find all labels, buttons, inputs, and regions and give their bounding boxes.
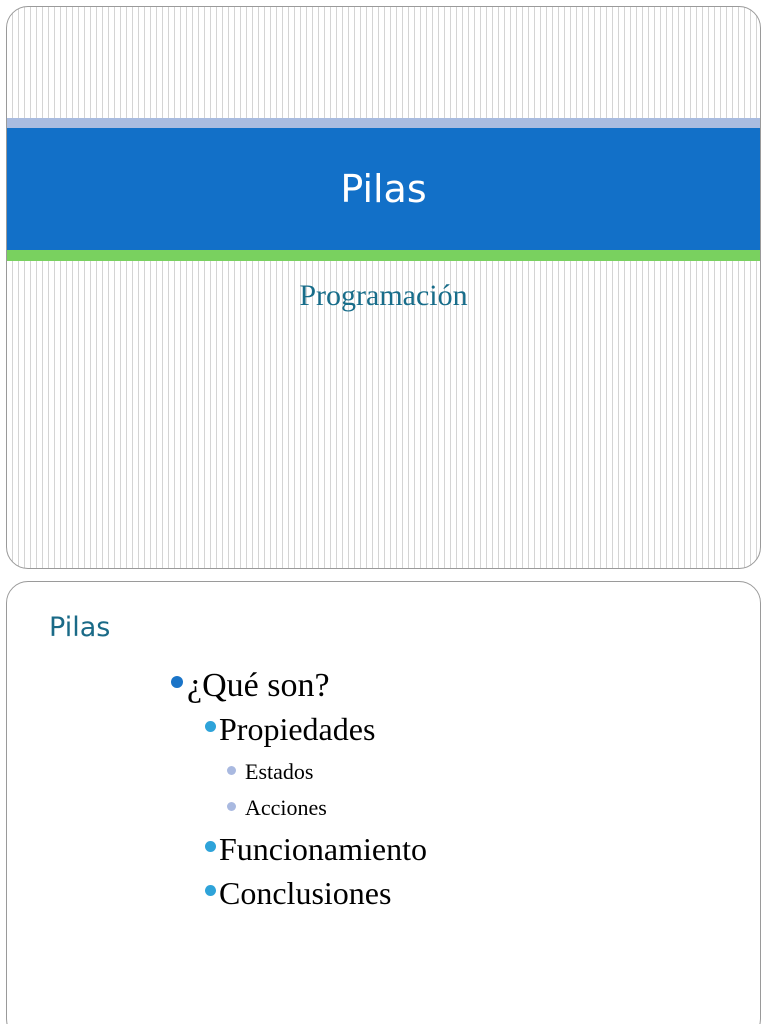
bullet-dot-icon bbox=[205, 841, 216, 852]
bullet-dot-icon bbox=[205, 721, 216, 732]
bullet-text: ¿Qué son? bbox=[187, 667, 330, 704]
bullet-dot-icon bbox=[227, 766, 236, 775]
slide-title: Pilas bbox=[340, 167, 427, 211]
content-slide bbox=[6, 581, 761, 1024]
bullet-item bbox=[227, 758, 313, 786]
bullet-text: Conclusiones bbox=[219, 875, 392, 911]
bullet-item bbox=[205, 874, 391, 912]
bullet-text: Funcionamiento bbox=[219, 831, 427, 867]
bullet-item bbox=[171, 666, 330, 706]
bullet-dot-icon bbox=[227, 802, 236, 811]
bullet-dot-icon bbox=[205, 885, 216, 896]
slide-subtitle: Programación bbox=[299, 279, 468, 312]
bullet-dot-icon bbox=[171, 676, 183, 688]
bullet-item bbox=[227, 794, 327, 822]
bullet-text: Estados bbox=[245, 759, 314, 784]
content-slide-title: Pilas bbox=[49, 612, 111, 643]
bullet-text: Propiedades bbox=[219, 711, 376, 747]
bullet-item bbox=[205, 830, 427, 868]
bullet-item bbox=[205, 710, 375, 748]
bullet-text: Acciones bbox=[245, 795, 327, 820]
title-slide bbox=[6, 6, 761, 569]
top-accent-bar bbox=[7, 118, 760, 128]
bottom-accent-bar bbox=[7, 250, 760, 261]
